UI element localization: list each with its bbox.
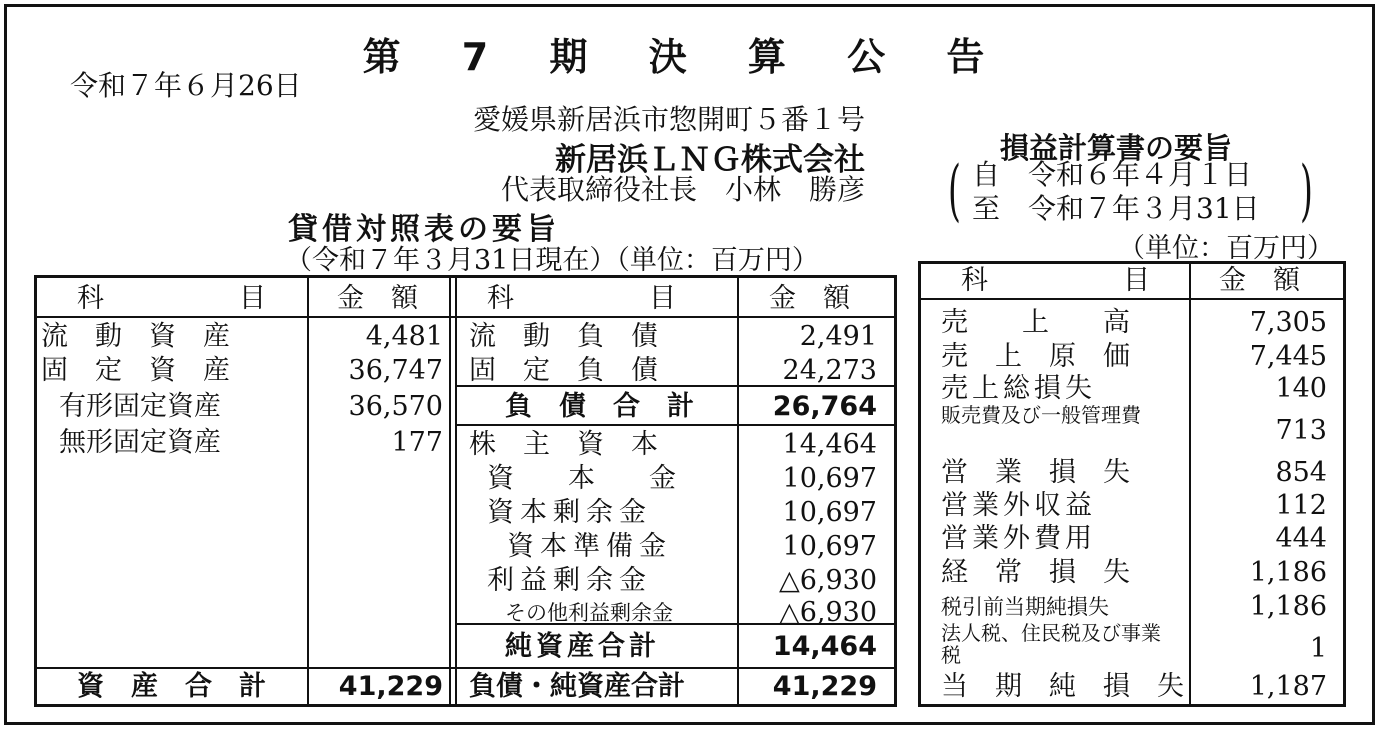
bs-total-value: 26,764 [772,391,877,422]
company-name: 新居浜ＬＮＧ株式会社 [555,142,865,178]
period-paren-open: ( [948,152,961,229]
pl-row-value: 444 [1275,523,1327,554]
bs-row-value: 10,697 [782,463,877,494]
bs-grand-total-value: 41,229 [772,671,877,702]
bs-row-value: 36,747 [348,355,443,386]
bs-row-label: 資本準備金 [507,531,672,562]
pl-row-value: 1,186 [1249,557,1327,588]
pl-row-value: 140 [1275,373,1327,404]
company-representative: 代表取締役社長 小林 勝彦 [500,173,865,206]
bs-row-value: 24,273 [782,355,877,386]
pl-row-label: 当 期 純 損 失 [941,671,1184,702]
bs-row-label: 有形固定資産 [59,391,221,422]
pl-row-label: 法人税、住民税及び事業税 [941,621,1161,667]
pl-row-label: 税引前当期純損失 [941,595,1109,619]
bs-row-value: 36,570 [348,391,443,422]
bs-total-value: 14,464 [772,631,877,662]
pl-row-value: 1,186 [1249,591,1327,622]
balance-sheet-title: 貸借対照表の要旨 [288,212,560,247]
bs-row-label: 資本剰余金 [487,497,652,528]
bs-assets-item-header: 科 目 [77,283,266,314]
bs-row-value: △6,930 [778,565,877,596]
income-statement-table [918,261,1346,707]
pl-row-value: 1 [1309,633,1327,664]
bs-row-label: 固 定 負 債 [469,355,658,386]
income-statement-title: 損益計算書の要旨 [1000,131,1233,165]
bs-row-value: 10,697 [782,497,877,528]
notice-date: 令和７年６月26日 [70,69,302,102]
pl-row-label: 営業外費用 [941,523,1096,554]
pl-row-value: 713 [1275,415,1327,446]
bs-row-value: 4,481 [365,321,443,352]
bs-total-label: 純資産合計 [505,631,660,662]
pl-item-header: 科 目 [961,265,1150,296]
company-address: 愛媛県新居浜市惣開町５番１号 [472,103,865,136]
income-statement-unit: （単位：百万円） [1118,233,1334,264]
bs-liab-item-header: 科 目 [487,283,676,314]
bs-row-value: 10,697 [782,531,877,562]
balance-sheet-table [34,275,897,707]
bs-assets-amount-header: 金 額 [337,283,418,314]
bs-row-label: 株 主 資 本 [469,429,658,460]
bs-grand-total-label: 負債・純資産合計 [469,671,685,702]
period-paren-close: ) [1300,152,1313,229]
bs-total-label: 負 債 合 計 [505,391,694,422]
pl-row-value: 1,187 [1249,671,1327,702]
pl-row-value: 7,445 [1249,341,1327,372]
bs-row-label: 無形固定資産 [59,427,221,458]
pl-row-label: 営業外収益 [941,490,1096,521]
bs-row-label: 利益剰余金 [487,565,652,596]
bs-row-value: 177 [391,427,443,458]
pl-row-label: 売 上 原 価 [941,341,1130,372]
bs-row-value: 14,464 [782,429,877,460]
bs-assets-total-label: 資 産 合 計 [77,671,266,702]
bs-assets-total-value: 41,229 [338,671,443,702]
notice-title: 第 7 期 決 算 公 告 [362,35,1009,79]
bs-row-label: その他利益剰余金 [505,601,673,625]
pl-row-label: 売 上 高 [941,307,1130,338]
bs-row-label: 固 定 資 産 [41,355,230,386]
bs-row-label: 流 動 負 債 [469,321,658,352]
pl-row-label: 経 常 損 失 [941,557,1130,588]
pl-row-label: 販売費及び一般管理費 [941,403,1141,427]
balance-sheet-subtitle: （令和７年３月31日現在）（単位：百万円） [285,245,819,276]
period-from: 自 令和６年４月１日 [972,158,1253,191]
bs-row-value: △6,930 [778,597,877,628]
pl-amount-header: 金 額 [1219,265,1300,296]
period-to: 至 令和７年３月31日 [972,192,1260,225]
pl-row-value: 112 [1275,490,1327,521]
pl-row-label: 売上総損失 [941,373,1096,404]
bs-row-label: 資 本 金 [487,463,676,494]
pl-row-label: 営 業 損 失 [941,457,1130,488]
pl-row-value: 854 [1275,457,1327,488]
bs-liab-amount-header: 金 額 [769,283,850,314]
pl-row-value: 7,305 [1249,307,1327,338]
bs-row-value: 2,491 [799,321,877,352]
bs-row-label: 流 動 資 産 [41,321,230,352]
